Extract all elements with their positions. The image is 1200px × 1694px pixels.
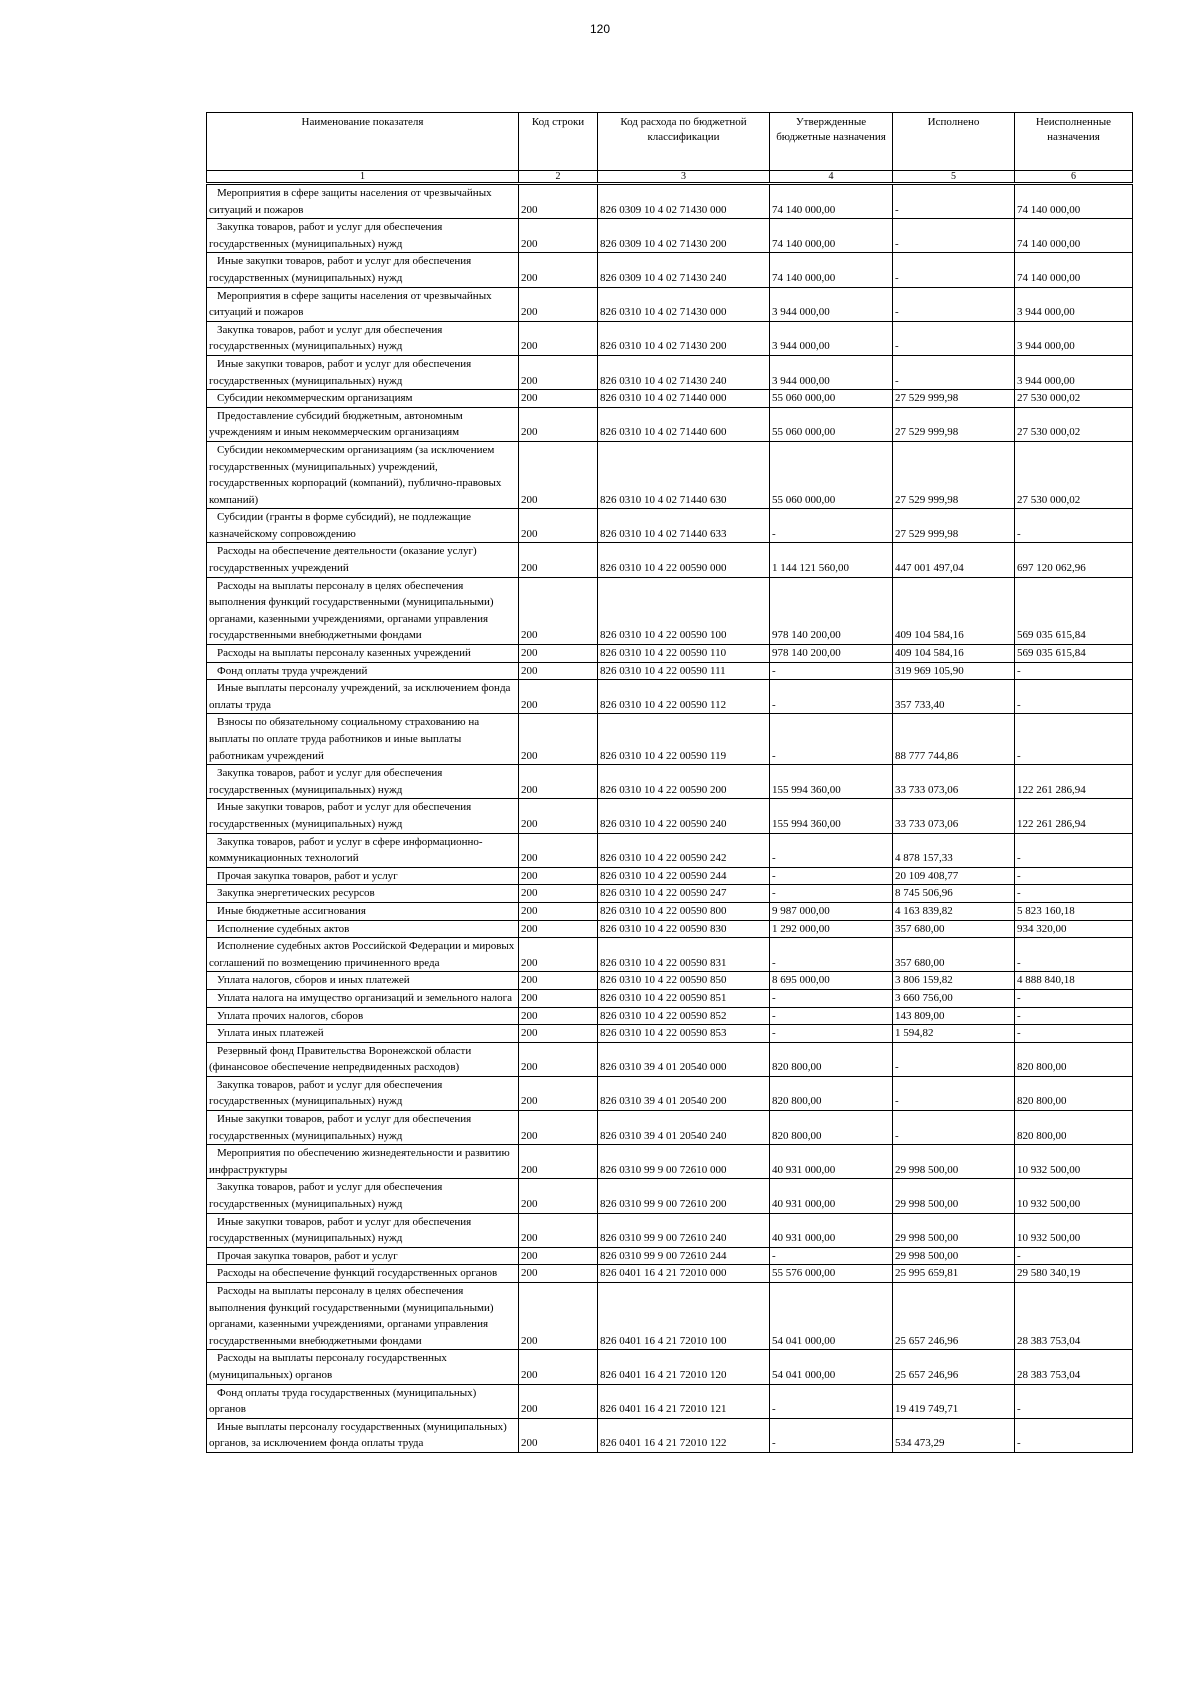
table-row [207,972,1133,990]
cell-approved: - [770,938,893,972]
cell-budget-code: 826 0310 99 9 00 72610 000 [598,1145,770,1179]
cell-name: Иные закупки товаров, работ и услуг для обеспечения государственных (муниципальных) нужд [207,253,519,287]
cell-name: Мероприятия в сфере защиты населения от чрезвычайных ситуаций и пожаров [207,184,519,219]
cell-name: Иные закупки товаров, работ и услуг для обеспечения государственных (муниципальных) нужд [207,355,519,389]
table-row [207,645,1133,663]
table-row [207,355,1133,389]
cell-name: Субсидии некоммерческим организациям (за исключением государственных (муниципальных) учреждений, государственных корпораций (компаний), публично-правовых компаний) [207,441,519,508]
cell-approved: - [770,1025,893,1043]
cell-approved: 3 944 000,00 [770,355,893,389]
cell-approved: - [770,989,893,1007]
cell-approved: - [770,509,893,543]
cell-budget-code: 826 0310 10 4 22 00590 000 [598,543,770,577]
table-row [207,1384,1133,1418]
table-row [207,799,1133,833]
cell-executed: 534 473,29 [893,1418,1015,1452]
cell-unexecuted: 122 261 286,94 [1015,799,1133,833]
cell-budget-code: 826 0310 10 4 22 00590 853 [598,1025,770,1043]
cell-line-code: 200 [519,799,598,833]
cell-budget-code: 826 0310 10 4 02 71430 000 [598,287,770,321]
cell-line-code: 200 [519,407,598,441]
cell-executed: 357 680,00 [893,938,1015,972]
cell-line-code: 200 [519,1418,598,1452]
table-row [207,287,1133,321]
cell-unexecuted: - [1015,989,1133,1007]
cell-executed: 20 109 408,77 [893,867,1015,885]
cell-unexecuted: 3 944 000,00 [1015,355,1133,389]
cell-name: Иные выплаты персоналу учреждений, за исключением фонда оплаты труда [207,680,519,714]
cell-approved: 8 695 000,00 [770,972,893,990]
table-row [207,407,1133,441]
table-row [207,321,1133,355]
header-budget-code: Код расхода по бюджетной классификации [598,113,770,171]
cell-line-code: 200 [519,989,598,1007]
table-row [207,1350,1133,1384]
cell-approved: 54 041 000,00 [770,1350,893,1384]
column-number: 4 [770,171,893,184]
cell-name: Расходы на выплаты персоналу казенных учреждений [207,645,519,663]
cell-line-code: 200 [519,1111,598,1145]
cell-line-code: 200 [519,885,598,903]
cell-unexecuted: - [1015,1384,1133,1418]
cell-budget-code: 826 0310 99 9 00 72610 244 [598,1247,770,1265]
cell-name: Предоставление субсидий бюджетным, автономным учреждениям и иным некоммерческим организациям [207,407,519,441]
cell-name: Резервный фонд Правительства Воронежской области (финансовое обеспечение непредвиденных расходов) [207,1042,519,1076]
cell-executed: 29 998 500,00 [893,1145,1015,1179]
cell-line-code: 200 [519,833,598,867]
cell-unexecuted: 10 932 500,00 [1015,1213,1133,1247]
cell-executed: 27 529 999,98 [893,390,1015,408]
cell-approved: - [770,680,893,714]
cell-executed: - [893,1042,1015,1076]
cell-budget-code: 826 0310 10 4 22 00590 119 [598,714,770,765]
cell-line-code: 200 [519,441,598,508]
cell-line-code: 200 [519,1265,598,1283]
cell-unexecuted: - [1015,1418,1133,1452]
table-row [207,1283,1133,1350]
cell-executed: 27 529 999,98 [893,407,1015,441]
cell-line-code: 200 [519,714,598,765]
cell-approved: 820 800,00 [770,1076,893,1110]
cell-unexecuted: 29 580 340,19 [1015,1265,1133,1283]
cell-executed: - [893,219,1015,253]
page-number: 120 [589,22,611,36]
cell-line-code: 200 [519,662,598,680]
table-row [207,920,1133,938]
cell-line-code: 200 [519,390,598,408]
table-row [207,1247,1133,1265]
cell-budget-code: 826 0310 10 4 22 00590 100 [598,577,770,644]
cell-executed: 19 419 749,71 [893,1384,1015,1418]
cell-budget-code: 826 0310 10 4 02 71440 630 [598,441,770,508]
cell-approved: - [770,1384,893,1418]
cell-name: Мероприятия в сфере защиты населения от чрезвычайных ситуаций и пожаров [207,287,519,321]
cell-unexecuted: 569 035 615,84 [1015,645,1133,663]
cell-budget-code: 826 0310 10 4 02 71440 600 [598,407,770,441]
cell-name: Иные закупки товаров, работ и услуг для обеспечения государственных (муниципальных) нужд [207,1213,519,1247]
cell-name: Иные бюджетные ассигнования [207,902,519,920]
cell-approved: - [770,1007,893,1025]
table-row [207,1007,1133,1025]
cell-line-code: 200 [519,938,598,972]
cell-name: Субсидии некоммерческим организациям [207,390,519,408]
cell-approved: 9 987 000,00 [770,902,893,920]
cell-budget-code: 826 0310 99 9 00 72610 200 [598,1179,770,1213]
cell-name: Исполнение судебных актов Российской Федерации и мировых соглашений по возмещению причиненного вреда [207,938,519,972]
cell-approved: - [770,867,893,885]
cell-executed: 1 594,82 [893,1025,1015,1043]
cell-line-code: 200 [519,920,598,938]
cell-executed: 3 806 159,82 [893,972,1015,990]
cell-name: Закупка товаров, работ и услуг в сфере информационно-коммуникационных технологий [207,833,519,867]
cell-budget-code: 826 0401 16 4 21 72010 100 [598,1283,770,1350]
cell-name: Расходы на выплаты персоналу в целях обеспечения выполнения функций государственными (муниципальными) органами, казенными учреждениями, органами управления государственными внебюджетными фондами [207,1283,519,1350]
cell-unexecuted: 820 800,00 [1015,1042,1133,1076]
cell-budget-code: 826 0310 10 4 22 00590 852 [598,1007,770,1025]
table-row [207,253,1133,287]
column-number: 6 [1015,171,1133,184]
table-row [207,1265,1133,1283]
cell-line-code: 200 [519,219,598,253]
cell-approved: 55 060 000,00 [770,407,893,441]
cell-approved: - [770,1247,893,1265]
cell-unexecuted: 934 320,00 [1015,920,1133,938]
cell-name: Уплата иных платежей [207,1025,519,1043]
table-row [207,1076,1133,1110]
header-approved: Утвержденные бюджетные назначения [770,113,893,171]
cell-unexecuted: 3 944 000,00 [1015,321,1133,355]
cell-unexecuted: - [1015,714,1133,765]
cell-approved: 55 060 000,00 [770,441,893,508]
cell-unexecuted: 569 035 615,84 [1015,577,1133,644]
cell-name: Закупка энергетических ресурсов [207,885,519,903]
cell-line-code: 200 [519,1025,598,1043]
cell-budget-code: 826 0310 10 4 22 00590 850 [598,972,770,990]
cell-approved: 820 800,00 [770,1042,893,1076]
table-row [207,441,1133,508]
cell-approved: 1 292 000,00 [770,920,893,938]
cell-budget-code: 826 0310 10 4 22 00590 242 [598,833,770,867]
cell-line-code: 200 [519,1042,598,1076]
cell-executed: - [893,287,1015,321]
cell-unexecuted: - [1015,833,1133,867]
cell-line-code: 200 [519,184,598,219]
table-row [207,680,1133,714]
cell-approved: - [770,662,893,680]
cell-unexecuted: 820 800,00 [1015,1111,1133,1145]
cell-line-code: 200 [519,1384,598,1418]
cell-approved: 55 576 000,00 [770,1265,893,1283]
table-row [207,1111,1133,1145]
cell-name: Закупка товаров, работ и услуг для обеспечения государственных (муниципальных) нужд [207,1179,519,1213]
cell-name: Расходы на обеспечение деятельности (оказание услуг) государственных учреждений [207,543,519,577]
cell-unexecuted: - [1015,509,1133,543]
table-row [207,938,1133,972]
cell-unexecuted: 74 140 000,00 [1015,219,1133,253]
cell-executed: 409 104 584,16 [893,577,1015,644]
table-row [207,902,1133,920]
header-executed: Исполнено [893,113,1015,171]
cell-approved: 40 931 000,00 [770,1145,893,1179]
cell-line-code: 200 [519,355,598,389]
cell-executed: - [893,1111,1015,1145]
table-row [207,1213,1133,1247]
cell-executed: 27 529 999,98 [893,441,1015,508]
cell-executed: 33 733 073,06 [893,765,1015,799]
cell-line-code: 200 [519,1076,598,1110]
cell-name: Закупка товаров, работ и услуг для обеспечения государственных (муниципальных) нужд [207,765,519,799]
cell-executed: 357 680,00 [893,920,1015,938]
cell-unexecuted: 5 823 160,18 [1015,902,1133,920]
cell-unexecuted: 820 800,00 [1015,1076,1133,1110]
cell-unexecuted: 27 530 000,02 [1015,407,1133,441]
cell-unexecuted: 28 383 753,04 [1015,1350,1133,1384]
cell-executed: - [893,253,1015,287]
cell-name: Расходы на выплаты персоналу в целях обеспечения выполнения функций государственными (муниципальными) органами, казенными учреждениями, органами управления государственными внебюджетными фондами [207,577,519,644]
cell-unexecuted: - [1015,662,1133,680]
table-row [207,1145,1133,1179]
table-row [207,1025,1133,1043]
cell-approved: 820 800,00 [770,1111,893,1145]
cell-approved: 74 140 000,00 [770,253,893,287]
cell-unexecuted: 122 261 286,94 [1015,765,1133,799]
cell-line-code: 200 [519,1213,598,1247]
cell-executed: 8 745 506,96 [893,885,1015,903]
cell-executed: 29 998 500,00 [893,1213,1015,1247]
cell-executed: 29 998 500,00 [893,1179,1015,1213]
cell-unexecuted: - [1015,938,1133,972]
header-name: Наименование показателя [207,113,519,171]
cell-budget-code: 826 0310 10 4 02 71440 633 [598,509,770,543]
table-row [207,1418,1133,1452]
cell-name: Уплата налогов, сборов и иных платежей [207,972,519,990]
cell-budget-code: 826 0310 10 4 22 00590 240 [598,799,770,833]
table-row [207,1179,1133,1213]
cell-approved: 55 060 000,00 [770,390,893,408]
cell-name: Фонд оплаты труда государственных (муниципальных) органов [207,1384,519,1418]
cell-executed: 447 001 497,04 [893,543,1015,577]
cell-budget-code: 826 0309 10 4 02 71430 000 [598,184,770,219]
cell-budget-code: 826 0310 10 4 22 00590 247 [598,885,770,903]
table-row [207,989,1133,1007]
table-row [207,833,1133,867]
table-row [207,577,1133,644]
cell-budget-code: 826 0309 10 4 02 71430 200 [598,219,770,253]
cell-name: Прочая закупка товаров, работ и услуг [207,867,519,885]
cell-budget-code: 826 0401 16 4 21 72010 000 [598,1265,770,1283]
cell-approved: - [770,885,893,903]
cell-budget-code: 826 0310 10 4 22 00590 800 [598,902,770,920]
budget-execution-table [206,112,1133,1453]
table-header-row [207,113,1133,171]
cell-name: Закупка товаров, работ и услуг для обеспечения государственных (муниципальных) нужд [207,1076,519,1110]
cell-budget-code: 826 0310 10 4 22 00590 200 [598,765,770,799]
cell-name: Фонд оплаты труда учреждений [207,662,519,680]
cell-unexecuted: 10 932 500,00 [1015,1179,1133,1213]
cell-approved: 40 931 000,00 [770,1179,893,1213]
cell-budget-code: 826 0401 16 4 21 72010 120 [598,1350,770,1384]
cell-line-code: 200 [519,1247,598,1265]
cell-executed: 29 998 500,00 [893,1247,1015,1265]
cell-line-code: 200 [519,253,598,287]
cell-executed: - [893,184,1015,219]
cell-budget-code: 826 0310 10 4 22 00590 831 [598,938,770,972]
cell-budget-code: 826 0310 39 4 01 20540 000 [598,1042,770,1076]
cell-budget-code: 826 0310 39 4 01 20540 200 [598,1076,770,1110]
table-row [207,1042,1133,1076]
cell-approved: 1 144 121 560,00 [770,543,893,577]
cell-budget-code: 826 0401 16 4 21 72010 122 [598,1418,770,1452]
cell-name: Закупка товаров, работ и услуг для обеспечения государственных (муниципальных) нужд [207,321,519,355]
cell-unexecuted: - [1015,1007,1133,1025]
cell-executed: 88 777 744,86 [893,714,1015,765]
cell-approved: 54 041 000,00 [770,1283,893,1350]
cell-executed: 25 995 659,81 [893,1265,1015,1283]
cell-line-code: 200 [519,321,598,355]
table-row [207,184,1133,219]
table-row [207,509,1133,543]
cell-line-code: 200 [519,543,598,577]
cell-line-code: 200 [519,902,598,920]
cell-approved: 74 140 000,00 [770,184,893,219]
cell-executed: - [893,1076,1015,1110]
cell-budget-code: 826 0310 10 4 22 00590 851 [598,989,770,1007]
cell-approved: 978 140 200,00 [770,645,893,663]
column-number: 1 [207,171,519,184]
cell-executed: 33 733 073,06 [893,799,1015,833]
cell-name: Субсидии (гранты в форме субсидий), не подлежащие казначейскому сопровождению [207,509,519,543]
cell-budget-code: 826 0310 10 4 22 00590 112 [598,680,770,714]
header-line-code: Код строки [519,113,598,171]
cell-executed: 25 657 246,96 [893,1283,1015,1350]
cell-unexecuted: - [1015,1025,1133,1043]
cell-approved: 3 944 000,00 [770,287,893,321]
cell-line-code: 200 [519,1145,598,1179]
cell-line-code: 200 [519,509,598,543]
column-number: 3 [598,171,770,184]
cell-line-code: 200 [519,577,598,644]
cell-line-code: 200 [519,1283,598,1350]
cell-name: Расходы на выплаты персоналу государственных (муниципальных) органов [207,1350,519,1384]
cell-budget-code: 826 0310 10 4 02 71430 240 [598,355,770,389]
cell-executed: 25 657 246,96 [893,1350,1015,1384]
cell-unexecuted: 74 140 000,00 [1015,253,1133,287]
cell-budget-code: 826 0309 10 4 02 71430 240 [598,253,770,287]
cell-unexecuted: 4 888 840,18 [1015,972,1133,990]
cell-executed: 409 104 584,16 [893,645,1015,663]
cell-name: Расходы на обеспечение функций государственных органов [207,1265,519,1283]
cell-name: Иные закупки товаров, работ и услуг для обеспечения государственных (муниципальных) нужд [207,799,519,833]
cell-name: Уплата прочих налогов, сборов [207,1007,519,1025]
cell-approved: 155 994 360,00 [770,799,893,833]
cell-line-code: 200 [519,680,598,714]
cell-approved: 40 931 000,00 [770,1213,893,1247]
cell-unexecuted: 697 120 062,96 [1015,543,1133,577]
cell-name: Иные закупки товаров, работ и услуг для обеспечения государственных (муниципальных) нужд [207,1111,519,1145]
cell-name: Мероприятия по обеспечению жизнедеятельности и развитию инфраструктуры [207,1145,519,1179]
table-row [207,885,1133,903]
table-row [207,662,1133,680]
cell-approved: - [770,1418,893,1452]
cell-line-code: 200 [519,765,598,799]
cell-unexecuted: 10 932 500,00 [1015,1145,1133,1179]
cell-name: Уплата налога на имущество организаций и земельного налога [207,989,519,1007]
cell-executed: 357 733,40 [893,680,1015,714]
cell-budget-code: 826 0310 10 4 22 00590 111 [598,662,770,680]
column-number: 5 [893,171,1015,184]
column-numbers-row [207,171,1133,184]
cell-budget-code: 826 0310 10 4 02 71430 200 [598,321,770,355]
cell-unexecuted: 27 530 000,02 [1015,441,1133,508]
cell-line-code: 200 [519,1007,598,1025]
table-row [207,543,1133,577]
cell-name: Закупка товаров, работ и услуг для обеспечения государственных (муниципальных) нужд [207,219,519,253]
cell-line-code: 200 [519,972,598,990]
table-row [207,867,1133,885]
cell-executed: 4 878 157,33 [893,833,1015,867]
cell-approved: 74 140 000,00 [770,219,893,253]
cell-budget-code: 826 0310 99 9 00 72610 240 [598,1213,770,1247]
cell-budget-code: 826 0310 10 4 22 00590 110 [598,645,770,663]
cell-name: Прочая закупка товаров, работ и услуг [207,1247,519,1265]
cell-unexecuted: 27 530 000,02 [1015,390,1133,408]
cell-line-code: 200 [519,287,598,321]
table-row [207,219,1133,253]
cell-unexecuted: - [1015,1247,1133,1265]
table-row [207,714,1133,765]
cell-approved: - [770,714,893,765]
table-row [207,765,1133,799]
cell-executed: 27 529 999,98 [893,509,1015,543]
column-number: 2 [519,171,598,184]
cell-unexecuted: 28 383 753,04 [1015,1283,1133,1350]
cell-name: Иные выплаты персоналу государственных (муниципальных) органов, за исключением фонда оплаты труда [207,1418,519,1452]
cell-executed: - [893,321,1015,355]
cell-name: Взносы по обязательному социальному страхованию на выплаты по оплате труда работников и иные выплаты работникам учреждений [207,714,519,765]
cell-unexecuted: 3 944 000,00 [1015,287,1133,321]
cell-executed: - [893,355,1015,389]
cell-approved: 978 140 200,00 [770,577,893,644]
cell-executed: 143 809,00 [893,1007,1015,1025]
cell-unexecuted: - [1015,680,1133,714]
cell-approved: 155 994 360,00 [770,765,893,799]
cell-budget-code: 826 0310 39 4 01 20540 240 [598,1111,770,1145]
cell-budget-code: 826 0310 10 4 22 00590 830 [598,920,770,938]
cell-executed: 4 163 839,82 [893,902,1015,920]
cell-unexecuted: - [1015,867,1133,885]
cell-budget-code: 826 0401 16 4 21 72010 121 [598,1384,770,1418]
cell-line-code: 200 [519,867,598,885]
cell-unexecuted: 74 140 000,00 [1015,184,1133,219]
table-row [207,390,1133,408]
cell-budget-code: 826 0310 10 4 02 71440 000 [598,390,770,408]
cell-executed: 3 660 756,00 [893,989,1015,1007]
cell-budget-code: 826 0310 10 4 22 00590 244 [598,867,770,885]
cell-approved: - [770,833,893,867]
cell-unexecuted: - [1015,885,1133,903]
header-unexecuted: Неисполненные назначения [1015,113,1133,171]
cell-line-code: 200 [519,1179,598,1213]
cell-line-code: 200 [519,1350,598,1384]
cell-line-code: 200 [519,645,598,663]
cell-approved: 3 944 000,00 [770,321,893,355]
cell-name: Исполнение судебных актов [207,920,519,938]
cell-executed: 319 969 105,90 [893,662,1015,680]
